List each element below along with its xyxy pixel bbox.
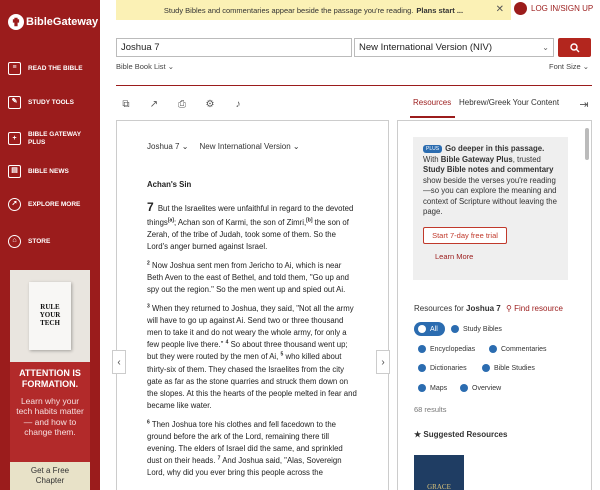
plus-badge: PLUS (423, 145, 442, 154)
section-heading: Achan's Sin (147, 180, 192, 189)
overview-icon (460, 384, 468, 392)
bible-book-list-label: Bible Book List (116, 62, 166, 71)
footnote-b[interactable]: [b] (306, 217, 313, 224)
sidebar (0, 0, 100, 490)
filter-chip-maps[interactable]: Maps (418, 381, 447, 395)
font-size-label: Font Size (549, 62, 581, 71)
sidebar-ad[interactable] (10, 270, 90, 490)
resources-for-heading: Resources for Joshua 7 (414, 304, 501, 313)
footnote-a[interactable]: [a] (167, 217, 174, 224)
audio-icon[interactable]: ♪ (235, 98, 241, 110)
tab-hebrew-greek[interactable]: Hebrew/Greek Your Content (459, 98, 560, 107)
verse-number: 3 (147, 303, 150, 310)
chevron-right-icon: › (381, 356, 385, 368)
logo-text: BibleGateway (26, 16, 99, 28)
verse-number: 2 (147, 260, 150, 267)
passage-reference-dropdown[interactable]: Joshua 7 ⌄ (147, 142, 189, 151)
ad-cta-button[interactable] (10, 462, 90, 490)
ad-headline: ATTENTION IS FORMATION. (19, 368, 81, 389)
check-icon (418, 325, 426, 333)
font-size-control[interactable]: Font Size ⌄ (549, 62, 590, 71)
version-select-value: New International Version (NIV) (359, 42, 493, 53)
divider (116, 85, 592, 86)
results-count: 68 results (414, 405, 447, 414)
filter-chip-all[interactable]: All (414, 322, 445, 336)
sidebar-item-study-tools[interactable] (0, 96, 82, 109)
sidebar-item-label: READ THE BIBLE (28, 64, 83, 72)
verse-number: 7 (217, 455, 221, 462)
version-select[interactable] (354, 38, 554, 57)
sidebar-item-label: STUDY TOOLS (28, 98, 74, 106)
search-button[interactable] (558, 38, 591, 57)
filter-chip-encyclopedias[interactable]: Encyclopedias (418, 342, 475, 356)
active-tab-underline (410, 116, 455, 118)
share-icon[interactable]: ↗ (149, 98, 159, 110)
verse-3: $^3$ When they returned to Joshua, they said, "Not all the army will have to go up against Ai. Send two or three thousand men to take it and do not weary the whole army, for only a few people live there." $^4$ So about three thousand went up; but they were routed by the men of Ai, $^5$ who killed about thirty-six of them. They chased the Israelites from the city gate as far as the stone quarries and struck them down on the slopes. At this the hearts of the people melted in fear and became like water. (147, 303, 357, 410)
verse-number: 5 (280, 351, 284, 358)
chevron-down-icon: ⌄ (542, 43, 549, 52)
search-icon: ⚲ (506, 304, 512, 313)
plus-title: PLUS Go deeper in this passage. (423, 144, 558, 155)
sidebar-item-label: BIBLE NEWS (28, 167, 69, 175)
promo-banner (116, 0, 511, 20)
filter-chip-bible-studies[interactable]: Bible Studies (482, 361, 535, 375)
suggested-resources-heading: ★ Suggested Resources (414, 430, 508, 439)
bible-study-icon (482, 364, 490, 372)
passage-version-dropdown[interactable]: New International Version ⌄ (199, 142, 300, 151)
user-icon (514, 2, 527, 15)
commentary-icon (489, 345, 497, 353)
chevron-left-icon: ‹ (117, 356, 121, 368)
passage-search-input[interactable] (116, 38, 352, 57)
scrollbar[interactable] (585, 128, 589, 160)
tab-resources[interactable]: Resources (413, 98, 452, 107)
encyclopedia-icon (418, 345, 426, 353)
map-icon (418, 384, 426, 392)
bible-gateway-logo[interactable] (0, 0, 100, 44)
close-icon[interactable]: ✕ (495, 4, 504, 15)
resources-panel (397, 120, 592, 490)
star-icon: ★ (414, 430, 422, 439)
start-trial-button[interactable]: Start 7-day free trial (423, 227, 507, 244)
sidebar-item-label: EXPLORE MORE (28, 200, 81, 208)
login-label: LOG IN/SIGN UP (531, 4, 594, 13)
news-icon: ▤ (8, 165, 21, 178)
ad-body: Learn why your tech habits matter — and how to change them. (16, 395, 84, 438)
verse-number: 4 (225, 339, 229, 346)
sidebar-item-label: BIBLE GATEWAY PLUS (28, 131, 81, 146)
sidebar-item-read-the-bible[interactable] (0, 62, 91, 75)
find-resource-link[interactable]: ⚲ Find resource (506, 304, 564, 313)
filter-chip-dictionaries[interactable]: Dictionaries (418, 361, 467, 375)
parallel-icon[interactable]: ⧉ (122, 98, 130, 110)
filter-chip-commentaries[interactable]: Commentaries (489, 342, 547, 356)
next-chapter-button[interactable] (376, 350, 390, 374)
plus-icon: + (8, 132, 21, 145)
previous-chapter-button[interactable] (112, 350, 126, 374)
passage-header (147, 142, 300, 151)
verse-1: 7 But the Israelites were unfaithful in regard to the devoted things[a]; Achan son of Karmi, the son of Zimri,[b] the son of Zerah, of the tribe of Judah, took some of them. So the Lord's anger burned against Israel. (147, 200, 354, 251)
filter-chip-overview[interactable]: Overview (460, 381, 501, 395)
chapter-number: 7 (147, 200, 154, 215)
ad-cta-label: Get a Free Chapter (30, 466, 70, 485)
plus-description: With Bible Gateway Plus, trusted Study Bible notes and commentary show beside the verses you're reading—so you can explore the meaning and context of Scripture without leaving the page. (423, 154, 557, 217)
sidebar-item-bible-news[interactable] (0, 165, 77, 178)
verse-number: 6 (147, 419, 150, 426)
banner-text: Study Bibles and commentaries appear beside the passage you're reading. (163, 5, 414, 15)
login-button[interactable] (514, 2, 593, 15)
sidebar-item-label: STORE (28, 237, 51, 245)
book-icon: ≡ (8, 62, 21, 75)
sidebar-item-explore-more[interactable] (0, 198, 88, 211)
passage-search-value: Joshua 7 (121, 42, 160, 53)
plus-promo-card (413, 137, 568, 280)
book-title: RULE YOUR TECH (39, 303, 61, 327)
print-icon[interactable]: ⎙ (178, 98, 186, 110)
dictionary-icon (418, 364, 426, 372)
learn-more-link[interactable]: Learn More (435, 251, 474, 261)
passage-panel (116, 120, 389, 490)
sidebar-item-bible-gateway-plus[interactable] (0, 131, 96, 147)
tools-icon: ✎ (8, 96, 21, 109)
suggested-resource-cover[interactable]: GRACE (414, 455, 464, 490)
search-icon (570, 43, 580, 53)
gear-icon[interactable]: ⚙ (205, 98, 215, 110)
store-icon: ⌂ (8, 235, 21, 248)
logo-icon: ✟ (8, 14, 24, 30)
filter-chip-study-bibles[interactable]: Study Bibles (451, 322, 502, 336)
verse-2: $^2$ Now Joshua sent men from Jericho to Ai, which is near Beth Aven to the east of Bethel, and told them, "Go up and spy out the region." So the men went up and spied out Ai. (147, 260, 350, 295)
sidebar-item-store[interactable] (0, 235, 58, 248)
bible-book-list-link[interactable]: Bible Book List ⌄ (116, 62, 174, 71)
banner-link[interactable]: Plans start ... (416, 5, 464, 15)
passage-text (147, 179, 357, 486)
collapse-panel-icon[interactable]: ⇥ (579, 98, 589, 111)
compass-icon: ➚ (8, 198, 21, 211)
book-cover (29, 282, 71, 350)
ad-image (10, 270, 90, 362)
verse-6: $^6$ Then Joshua tore his clothes and fell facedown to the ground before the ark of the Lord, remaining there till evening. The elders of Israel did the same, and sprinkled dust on their heads. $^7$ And Joshua said, "Alas, Sovereign Lord, why did you ever bring this people across the (147, 419, 343, 478)
study-bible-icon (451, 325, 459, 333)
